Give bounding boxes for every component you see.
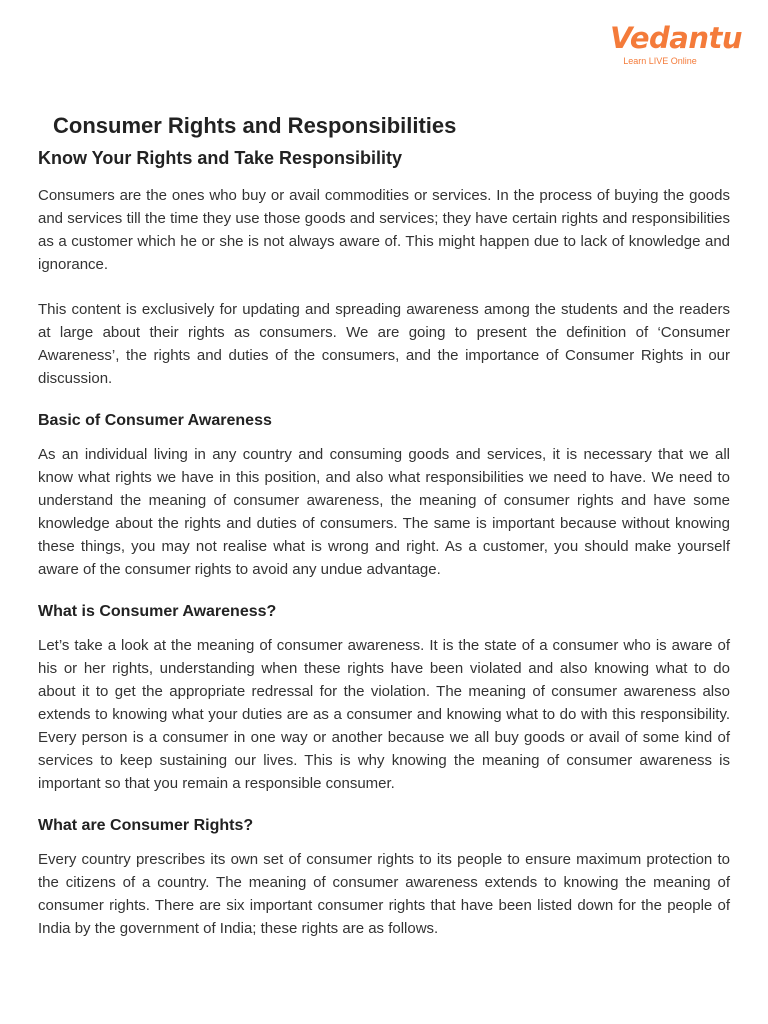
document-subtitle: Know Your Rights and Take Responsibility: [38, 148, 403, 168]
intro-paragraph-1: Consumers are the ones who buy or avail commodities or services. In the process of buying the goods and services till the time they use those goods and services; they have certain rights and responsibilities as a customer which he or she is not always aware of. This might happen due to lack of knowledge and ignorance.: [38, 187, 730, 273]
section-heading-basic-consumer-awareness: Basic of Consumer Awareness: [38, 412, 272, 429]
document-body: [38, 145, 730, 940]
section-heading-what-are-consumer-rights: What are Consumer Rights?: [38, 817, 254, 834]
logo-wordmark: Vedantu: [610, 21, 742, 55]
document-title: Consumer Rights and Responsibilities: [53, 113, 457, 138]
section-paragraph-what-is-consumer-awareness: Let’s take a look at the meaning of consumer awareness. It is the state of a consumer who is aware of his or her rights, understanding when these rights have been violated and also knowing what to do about it to get the appropriate redressal for the violation. The meaning of consumer awareness also extends to knowing what your duties are as a consumer and knowing what to do with this responsibility. Every person is a consumer in one way or another because we all buy goods or avail of some kind of services to keep sustaining our lives. This is why knowing the meaning of consumer awareness is important so that you remain a responsible consumer.: [38, 637, 730, 792]
logo-tagline: Learn LIVE Online: [623, 56, 697, 66]
section-paragraph-basic-consumer-awareness: As an individual living in any country and consuming goods and services, it is necessary that we all know what rights we have in this position, and also what responsibilities we need to have. We need to understand the meaning of consumer awareness, the meaning of consumer rights and have some knowledge about the rights and duties of consumers. The same is important because without knowing these things, you may not realise what is wrong and right. As a customer, you should make yourself aware of the consumer rights to avoid any undue advantage.: [38, 446, 730, 578]
section-heading-what-is-consumer-awareness: What is Consumer Awareness?: [38, 603, 277, 620]
intro-paragraph-2: This content is exclusively for updating and spreading awareness among the students and the readers at large about their rights as consumers. We are going to present the definition of ‘Consumer Awareness’, the rights and duties of the consumers, and the importance of Consumer Rights in our discussion.: [38, 301, 730, 387]
vedantu-logo: [610, 21, 742, 67]
section-paragraph-what-are-consumer-rights: Every country prescribes its own set of consumer rights to its people to ensure maximum protection to the citizens of a country. The meaning of consumer awareness extends to knowing the meaning of consumer rights. There are six important consumer rights that have been listed down for the people of India by the government of India; these rights are as follows.: [38, 851, 730, 937]
